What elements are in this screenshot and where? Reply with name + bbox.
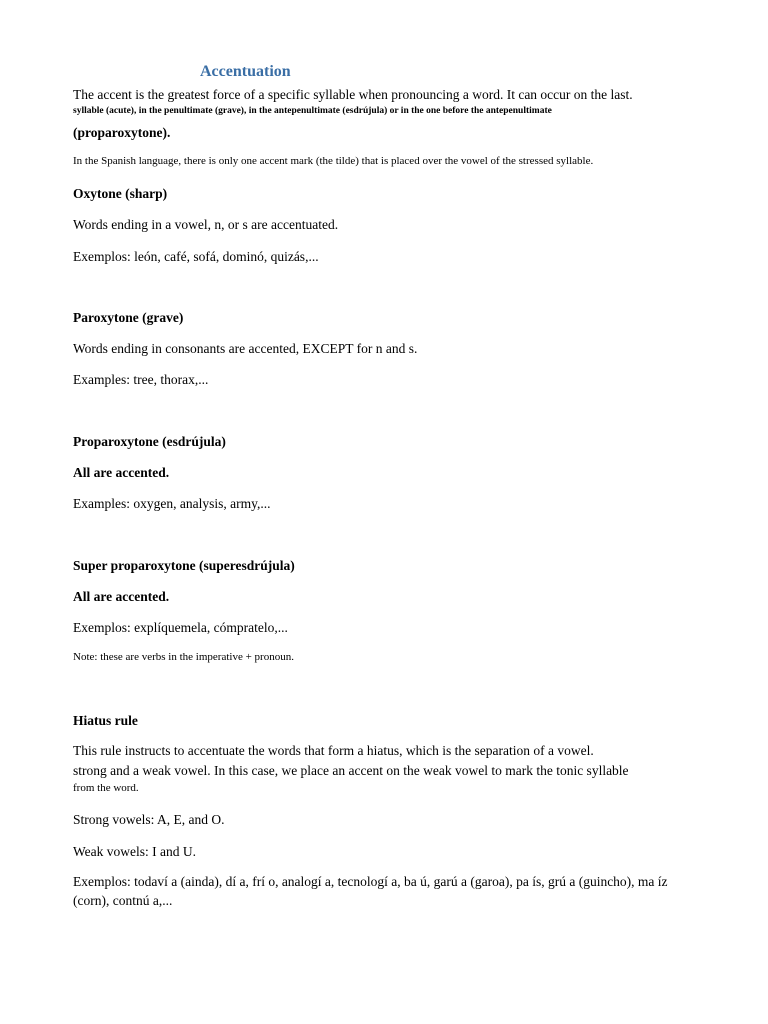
paroxytone-heading: Paroxytone (grave) [73,310,184,325]
intro-line-2: syllable (acute), in the penultimate (grave), in the antepenultimate (esdrújula) or in the one before the antepenultimate [73,106,552,116]
hiatus-line-3: from the word. [73,782,139,794]
proparoxytone-rule: All are accented. [73,465,170,480]
page-title: Accentuation [200,63,291,80]
hiatus-line-2: strong and a weak vowel. In this case, we place an accent on the weak vowel to mark the tonic syllable [73,763,629,778]
hiatus-examples-line-1: Exemplos: todaví a (ainda), dí a, frí o, analogí a, tecnologí a, ba ú, garú a (garoa), pa ís, grú a (guincho), ma íz [73,874,668,889]
paroxytone-examples: Examples: tree, thorax,... [73,372,209,387]
hiatus-heading: Hiatus rule [73,713,138,728]
hiatus-examples-line-2: (corn), contnú a,... [73,893,173,908]
oxytone-rule: Words ending in a vowel, n, or s are accentuated. [73,217,339,232]
super-proparoxytone-heading: Super proparoxytone (superesdrújula) [73,558,295,573]
oxytone-heading: Oxytone (sharp) [73,186,168,201]
oxytone-examples: Exemplos: león, café, sofá, dominó, quizás,... [73,249,319,264]
proparoxytone-heading: Proparoxytone (esdrújula) [73,434,226,449]
hiatus-strong-vowels: Strong vowels: A, E, and O. [73,812,225,827]
hiatus-line-1: This rule instructs to accentuate the words that form a hiatus, which is the separation of a vowel. [73,743,594,758]
super-proparoxytone-note: Note: these are verbs in the imperative + pronoun. [73,651,294,663]
super-proparoxytone-examples: Exemplos: explíquemela, cómpratelo,... [73,620,288,635]
super-proparoxytone-rule: All are accented. [73,589,170,604]
intro-note: In the Spanish language, there is only one accent mark (the tilde) that is placed over the vowel of the stressed syllable. [73,155,594,167]
hiatus-weak-vowels: Weak vowels: I and U. [73,844,197,859]
paroxytone-rule: Words ending in consonants are accented, EXCEPT for n and s. [73,341,418,356]
intro-line-3: (proparoxytone). [73,125,171,140]
proparoxytone-examples: Examples: oxygen, analysis, army,... [73,496,271,511]
intro-line-1: The accent is the greatest force of a specific syllable when pronouncing a word. It can occur on the last. [73,87,633,102]
